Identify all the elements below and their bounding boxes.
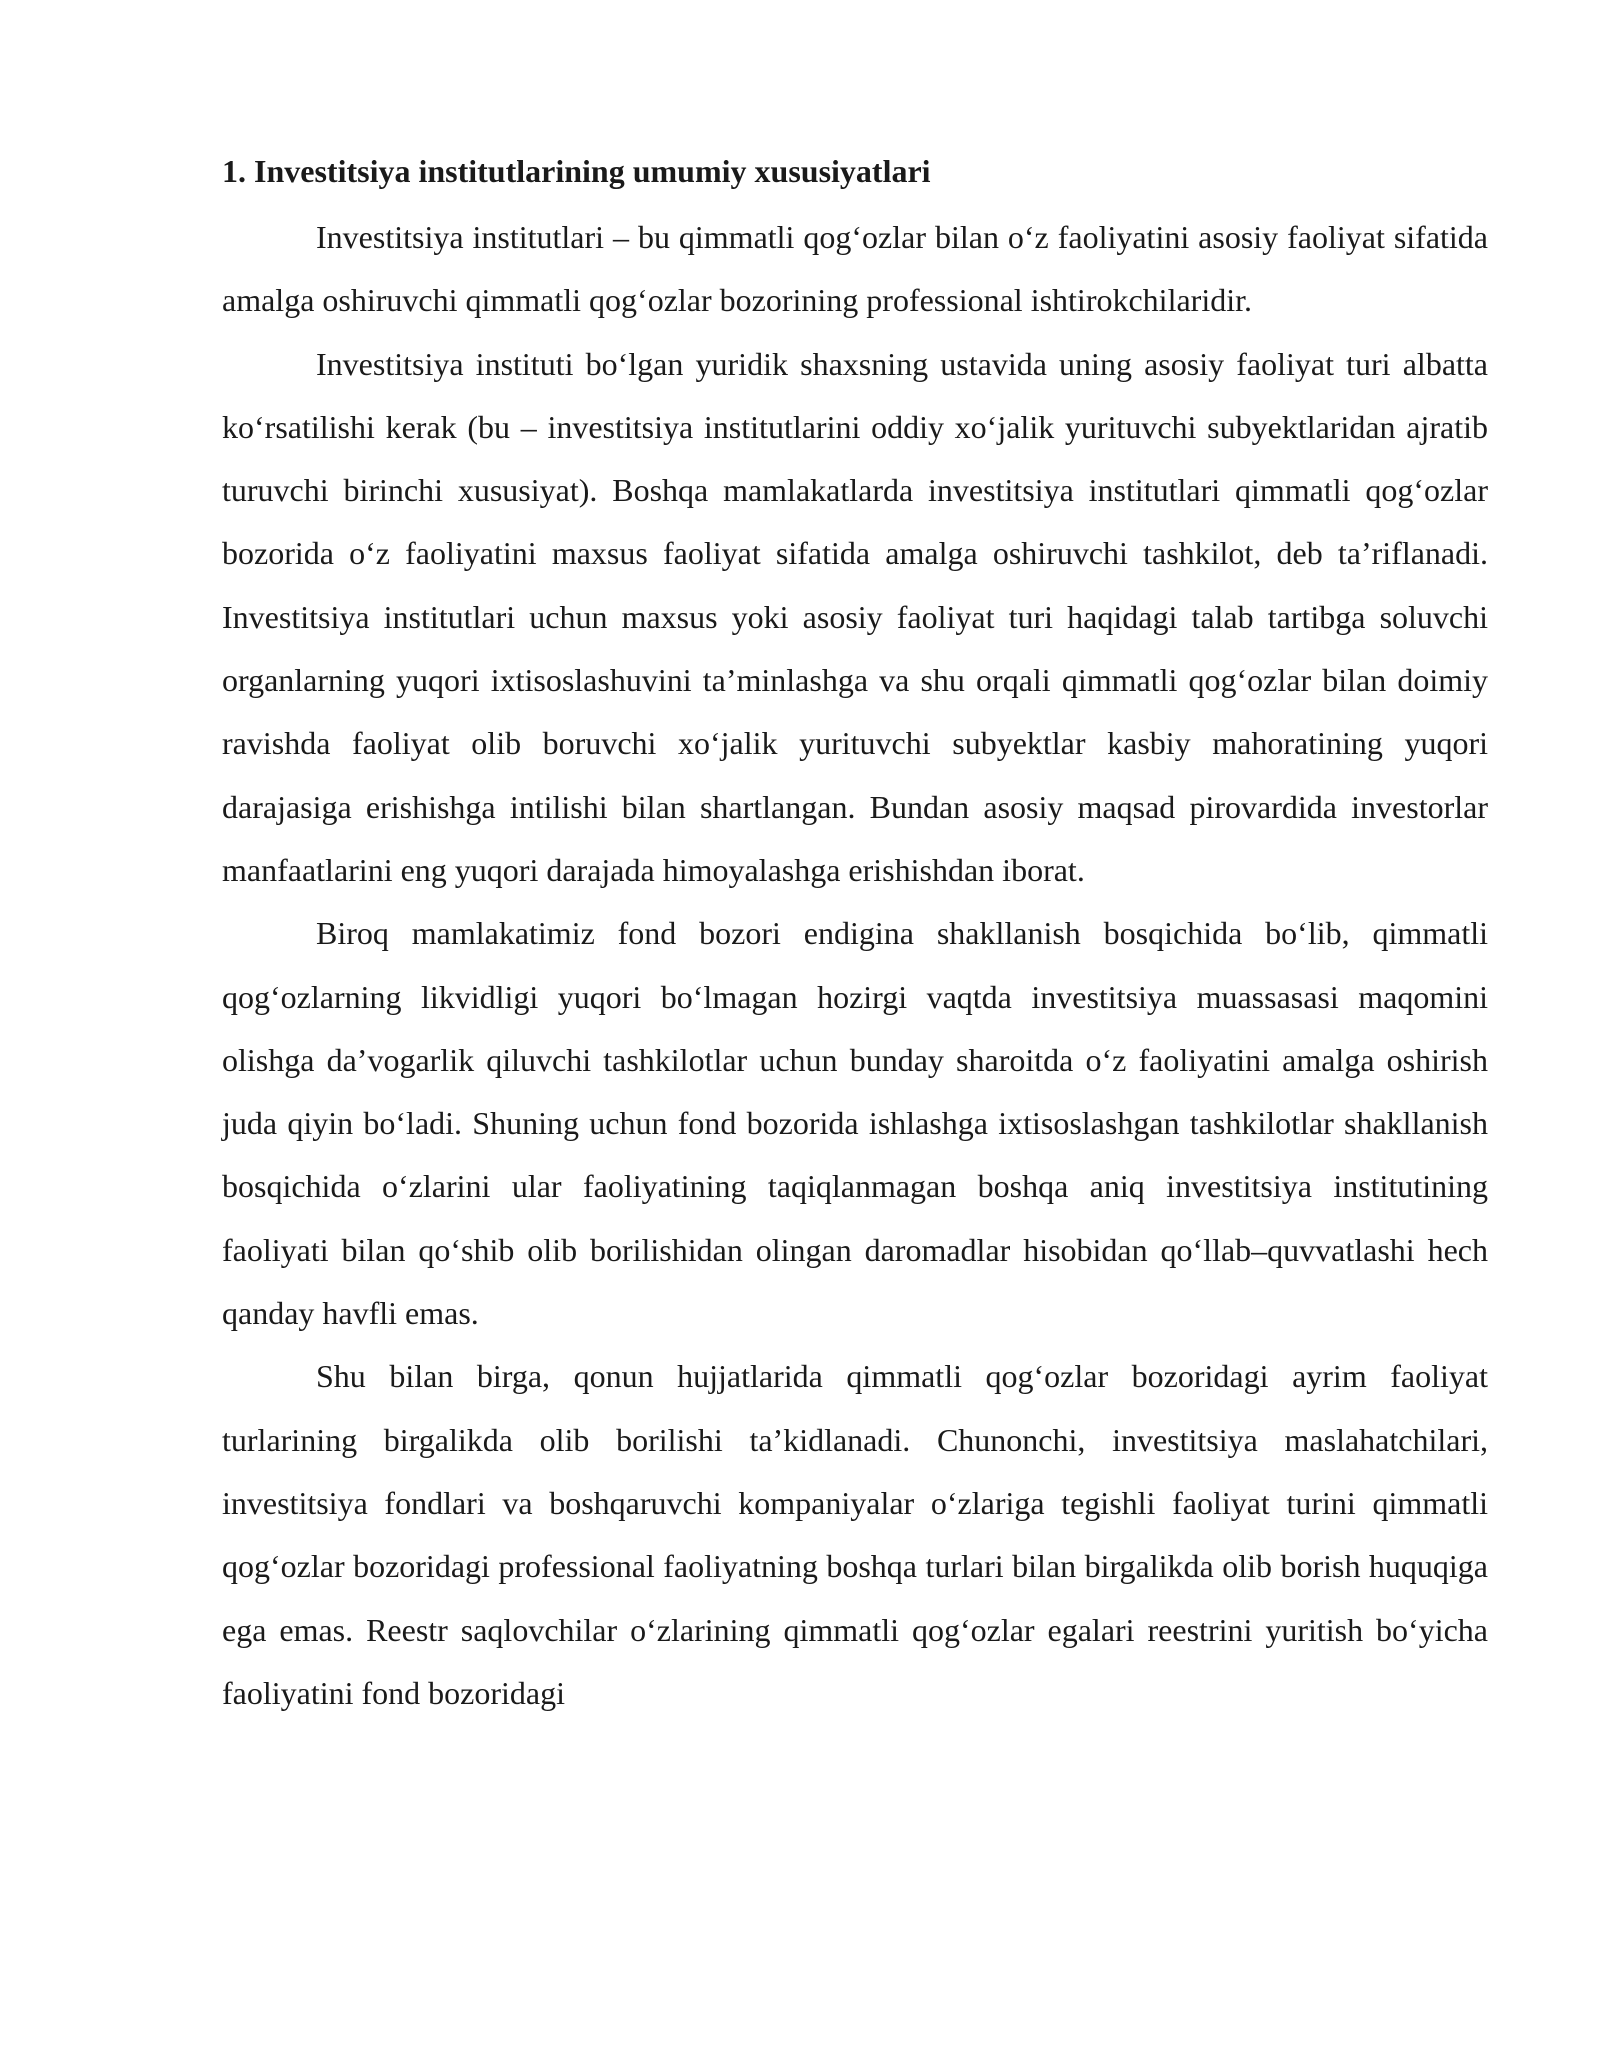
document-body bbox=[222, 146, 1488, 1725]
paragraph-1: Investitsiya institutlari – bu qimmatli qog‘ozlar bilan o‘z faoliyatini asosiy faoliyat sifatida amalga oshiruvchi qimmatli qog‘ozlar bozorining professional ishtirokchilaridir. bbox=[222, 219, 1488, 319]
paragraph-4: Shu bilan birga, qonun hujjatlarida qimmatli qog‘ozlar bozoridagi ayrim faoliyat turlarining birgalikda olib borilishi ta’kidlanadi. Chunonchi, investitsiya maslahatchilari, investitsiya fondlari va boshqaruvchi kompaniyalar o‘zlariga tegishli faoliyat turini qimmatli qog‘ozlar bozoridagi professional faoliyatning boshqa turlari bilan birgalikda olib borish huquqiga ega emas. Reestr saqlovchilar o‘zlarining qimmatli qog‘ozlar egalari reestrini yuritish bo‘yicha faoliyatini fond bozoridagi bbox=[222, 1358, 1488, 1711]
paragraph-2: Investitsiya instituti bo‘lgan yuridik shaxsning ustavida uning asosiy faoliyat turi albatta ko‘rsatilishi kerak (bu – investitsiya institutlarini oddiy xo‘jalik yurituvchi subyektlaridan ajratib turuvchi birinchi xususiyat). Boshqa mamlakatlarda investitsiya institutlari qimmatli qog‘ozlar bozorida o‘z faoliyatini maxsus faoliyat sifatida amalga oshiruvchi tashkilot, deb ta’riflanadi. Investitsiya institutlari uchun maxsus yoki asosiy faoliyat turi haqidagi talab tartibga soluvchi organlarning yuqori ixtisoslashuvini ta’minlashga va shu orqali qimmatli qog‘ozlar bilan doimiy ravishda faoliyat olib boruvchi xo‘jalik yurituvchi subyektlar kasbiy mahoratining yuqori darajasiga erishishga intilishi bilan shartlangan. Bundan asosiy maqsad pirovardida investorlar manfaatlarini eng yuqori darajada himoyalashga erishishdan iborat. bbox=[222, 345, 1488, 888]
paragraph-3: Biroq mamlakatimiz fond bozori endigina shakllanish bosqichida bo‘lib, qimmatli qog‘ozlarning likvidligi yuqori bo‘lmagan hozirgi vaqtda investitsiya muassasasi maqomini olishga da’vogarlik qiluvchi tashkilotlar uchun bunday sharoitda o‘z faoliyatini amalga oshirish juda qiyin bo‘ladi. Shuning uchun fond bozorida ishlashga ixtisoslashgan tashkilotlar shakllanish bosqichida o‘zlarini ular faoliyatining taqiqlanmagan boshqa aniq investitsiya institutining faoliyati bilan qo‘shib olib borilishidan olingan daromadlar hisobidan qo‘llab–quvvatlashi hech qanday havfli emas. bbox=[222, 915, 1488, 1332]
section-heading: 1. Investitsiya institutlarining umumiy xususiyatlari bbox=[222, 153, 931, 189]
